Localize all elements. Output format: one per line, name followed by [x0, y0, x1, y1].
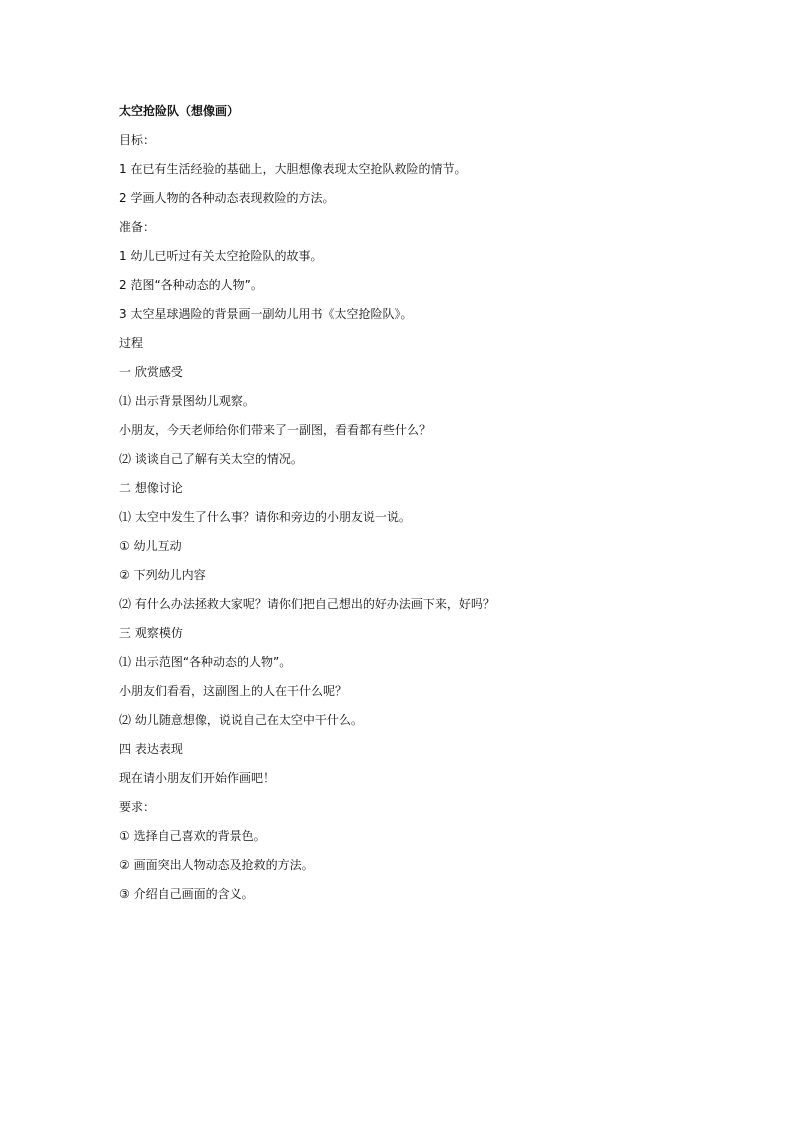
section-heading-preparation: 准备：	[119, 220, 156, 234]
step-3-item-2: ⑵ 幼儿随意想像，说说自己在太空中干什么。	[119, 713, 363, 727]
requirement-item-3: ③ 介绍自己画面的含义。	[119, 887, 254, 901]
step-2-subitem-1: ① 幼儿互动	[119, 539, 182, 553]
requirement-item-1: ① 选择自己喜欢的背景色。	[119, 829, 266, 843]
step-heading-1: 一 欣赏感受	[119, 365, 183, 379]
requirement-item-2: ② 画面突出人物动态及抢救的方法。	[119, 858, 314, 872]
preparation-item-1: 1 幼儿已听过有关太空抢险队的故事。	[119, 249, 323, 263]
step-2-subitem-2: ② 下列幼儿内容	[119, 568, 206, 582]
step-2-item-1: ⑴ 太空中发生了什么事？请你和旁边的小朋友说一说。	[119, 510, 411, 524]
step-heading-3: 三 观察模仿	[119, 626, 183, 640]
step-2-item-2: ⑵ 有什么办法拯救大家呢？请你们把自己想出的好办法画下来，好吗？	[119, 597, 495, 611]
requirements-heading: 要求：	[119, 800, 156, 814]
document-title: 太空抢险队（想像画）	[119, 104, 240, 118]
step-3-dialogue: 小朋友们看看，这副图上的人在干什么呢？	[119, 684, 348, 698]
step-3-item-1: ⑴ 出示范图“各种动态的人物”。	[119, 655, 292, 669]
preparation-item-3: 3 太空星球遇险的背景画一副幼儿用书《太空抢险队》。	[119, 307, 413, 321]
document-body	[119, 103, 719, 915]
step-1-item-2: ⑵ 谈谈自己了解有关太空的情况。	[119, 452, 303, 466]
section-heading-goals: 目标：	[119, 133, 156, 147]
section-heading-process: 过程	[119, 336, 144, 350]
step-heading-4: 四 表达表现	[119, 742, 183, 756]
step-heading-2: 二 想像讨论	[119, 481, 183, 495]
goal-item-1: 1 在已有生活经验的基础上，大胆想像表现太空抢队救险的情节。	[119, 162, 467, 176]
goal-item-2: 2 学画人物的各种动态表现救险的方法。	[119, 191, 335, 205]
step-4-dialogue: 现在请小朋友们开始作画吧！	[119, 771, 276, 785]
step-1-dialogue: 小朋友，今天老师给你们带来了一副图，看看都有些什么？	[119, 423, 432, 437]
step-1-item-1: ⑴ 出示背景图幼儿观察。	[119, 394, 255, 408]
preparation-item-2: 2 范图“各种动态的人物”。	[119, 278, 263, 292]
